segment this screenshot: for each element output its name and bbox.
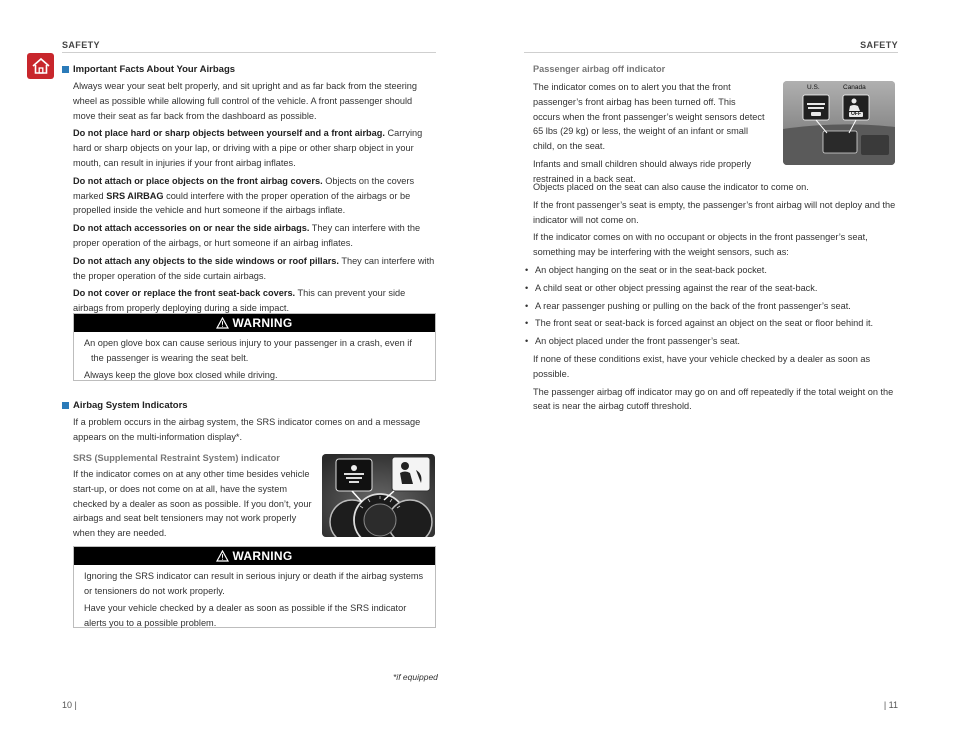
warning-label: WARNING (232, 549, 293, 563)
glovebox-warning (73, 313, 436, 381)
dashboard-illustration (783, 81, 895, 165)
home-button[interactable] (27, 53, 54, 79)
passenger-text-top (533, 80, 765, 190)
left-header: SAFETY (62, 40, 100, 50)
srs-subhead: SRS (Supplemental Restraint System) indicator (73, 453, 280, 463)
fact-3: Do not attach accessories on or near the side airbags. They can interfere with the proper operation of the airbags, or hurt someone if an airbag inflates. (73, 223, 421, 248)
canada-label: Canada (843, 84, 866, 91)
right-page-number: | 11 (883, 700, 898, 710)
list-item: • A child seat or other object pressing against the rear of the seat-back. (523, 281, 903, 296)
warning-triangle-icon (216, 317, 229, 329)
indicators-section-title (62, 400, 188, 411)
passenger-text-1: The indicator comes on to alert you that the front passenger’s front airbag has been turned off. This occurs when the front passenger’s weight sensors detect 65 lbs (29 kg) or less, the weight of an infant or small child, on the seat. (533, 82, 765, 152)
srs-indicator-image (322, 454, 435, 537)
airbags-facts (73, 79, 437, 319)
warning-body (74, 565, 435, 637)
interference-list (523, 263, 903, 349)
list-item: • A rear passenger pushing or pulling on the back of the front passenger’s seat. (523, 299, 903, 314)
srs-warning (73, 546, 436, 628)
passenger-text-5: If the indicator comes on with no occupant or objects in the front passenger’s seat, something may be interfering with the weight sensors, such as: (533, 232, 868, 258)
passenger-text-7: The passenger airbag off indicator may go on and off repeatedly if the total weight on the seat is near the airbag cutoff threshold. (533, 386, 894, 412)
indicators-intro: If a problem occurs in the airbag system, the SRS indicator comes on and a message appears on the multi-information display*. (73, 417, 421, 442)
srs-text: If the indicator comes on at any other time besides vehicle start-up, or does not come on at all, have the system checked by a dealer as soon as possible. If you don’t, your airbags and seat belt tensioners may not work properly when they are needed. (73, 469, 312, 539)
passenger-text-2: Infants and small children should always ride properly restrained in a back seat. (533, 158, 752, 184)
home-icon (31, 57, 51, 75)
warning-body (74, 332, 435, 390)
list-item: • An object placed under the front passenger’s seat. (523, 334, 903, 349)
right-page (480, 0, 960, 750)
warning-line: Always keep the glove box closed while driving. (84, 370, 278, 380)
airbags-intro: Always wear your seat belt properly, and sit upright and as far back from the steering wheel as possible while allowing full control of the vehicle. A front passenger should move their seat as far back from the dashboard as possible. (73, 81, 418, 121)
off-label: OFF (851, 111, 861, 117)
indicators-title-text: Airbag System Indicators (73, 400, 188, 411)
section-bullet-icon (62, 402, 69, 409)
passenger-text-3: Objects placed on the seat can also cause the indicator to come on. (533, 182, 809, 192)
us-label: U.S. (807, 84, 820, 91)
warning-header (74, 547, 435, 565)
airbags-title-text: Important Facts About Your Airbags (73, 64, 236, 75)
warning-header (74, 314, 435, 332)
right-header: SAFETY (860, 40, 898, 50)
warning-line: An open glove box can cause serious injury to your passenger in a crash, even if the passenger is wearing the seat belt. (84, 338, 412, 363)
list-item: • An object hanging on the seat or in the seat-back pocket. (523, 263, 903, 278)
airbags-section-title (62, 64, 235, 75)
left-page-number: 10 | (62, 700, 77, 710)
fact-4: Do not attach any objects to the side windows or roof pillars. They can interfere with the proper operation of the side curtain airbags. (73, 255, 435, 281)
warning-line: Ignoring the SRS indicator can result in serious injury or death if the airbag systems or tensioners do not work properly. (84, 571, 424, 596)
left-header-rule (62, 52, 436, 53)
list-item: • The front seat or seat-back is forced against an object on the seat or floor behind it. (523, 316, 903, 331)
passenger-text-6: If none of these conditions exist, have your vehicle checked by a dealer as soon as possible. (533, 353, 871, 379)
instrument-cluster-illustration (322, 454, 435, 537)
right-header-rule (524, 52, 898, 53)
fact-5: Do not cover or replace the front seat-back covers. This can prevent your side airbags from properly deploying during a side impact. (73, 288, 406, 314)
warning-label: WARNING (232, 316, 293, 330)
fact-1: Do not place hard or sharp objects between yourself and a front airbag. Carrying hard or sharp objects on your lap, or driving with a pipe or other sharp object in your mouth, can result in injuries if your front airbag inflates. (73, 128, 423, 168)
passenger-text-bottom (533, 180, 903, 417)
footnote: *if equipped (393, 672, 438, 682)
passenger-airbag-subhead: Passenger airbag off indicator (533, 64, 666, 74)
warning-line: Have your vehicle checked by a dealer as soon as possible if the SRS indicator alerts you to a possible problem. (84, 603, 407, 628)
fact-2: Do not attach or place objects on the front airbag covers. Objects on the covers marked SRS AIRBAG could interfere with the proper operation of the airbags or be propelled inside the vehicle and hurt someone if the airbags inflate. (73, 175, 415, 216)
passenger-airbag-off-image (783, 81, 895, 165)
section-bullet-icon (62, 66, 69, 73)
warning-triangle-icon (216, 550, 229, 562)
passenger-text-4: If the front passenger’s seat is empty, the passenger’s front airbag will not deploy and the indicator will not come on. (533, 199, 896, 225)
